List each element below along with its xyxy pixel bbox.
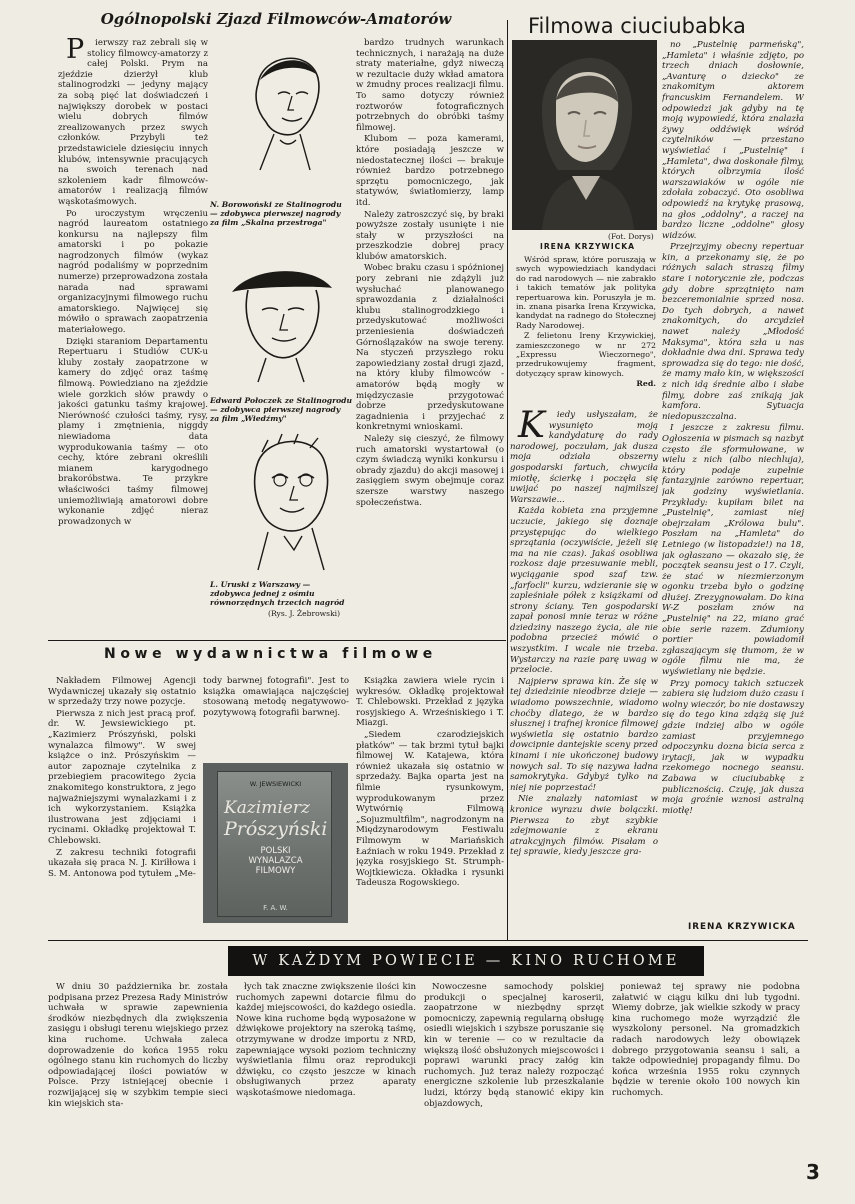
article2-headline: Filmowa ciuciubabka <box>528 14 746 38</box>
article4-paragraph: łych tak znaczne zwiększenie ilości kin ruchomych zapewni dotarcie filmu do każdej miejscowości, do każdego osiedla. Nowe kina ruchome będą wyposażone w dźwiękowe projektory na szeroką taśmę, otrzymywane w drodze importu z NRD, zapewniające wysoki poziom techniczny wyświetlania filmu oraz reprodukcji dźwięku, co często jeszcze w kinach obsługiwanych przez aparaty wąskotaśmowe niedomaga. <box>236 982 416 1098</box>
article2-paragraph: K iedy usłyszałam, że wysunięto moją kandydaturę do rady narodowej, poczułam, jak dusza moja odziała obszerny gospodarski fartuch, chwyciła miotłę, ścierkę i poczęła się uwijać po naszej najmilszej Warszawie... <box>510 410 658 505</box>
article1-paragraph: Dzięki staraniom Departamentu Repertuaru i Studiów CUK-u kluby zostały zaopatrzone w kamery do zdjęć oraz taśmę filmową. Powiedziano na zjeździe wiele gorzkich słów prawdy o jakości gatunku taśmy krajowej. Nierówność czułości taśmy, rysy, plamy i zmętnienia, niggdy niewiadoma data wyprodukowania taśmy — oto cechy, które zebrani określili mianem karygodnego brakoróbstwa. Te przykre właściwości taśmy filmowej uniemożliwiają amatorowi dobre wykonanie zdjęć nieraz prowadzonych w <box>58 336 208 527</box>
drop-cap: P <box>66 38 85 65</box>
article4-paragraph: Nowoczesne samochody polskiej produkcji o specjalnej karoserii, zaopatrzone w niezbędny sprzęt pomocniczy, zapewnią regularną obsługę osiedli wiejskich i szybsze poruszanie się kin w terenie — co w rezultacie da większą ilość obsłużonych miejscowości i poprawi warunki pracy załóg kin ruchomych. Już teraz należy rozpocząć energiczne szkolenie lub przeszkalanie ludzi, którzy będą stanowić ekipy kin objazdowych, <box>424 982 604 1109</box>
article1-paragraph: Klubom — poza kamerami, które posiadają jeszcze w niedostatecznej ilości — brakuje również bardzo potrzebnego sprzętu pomocniczego, jak statywów, światłomierzy, lamp itd. <box>356 134 504 208</box>
article1-paragraph: Należy zatroszczyć się, by braki powyższe zostały usunięte i nie stały w przyszłości na przeszkodzie dobrej pracy klubów amatorskich. <box>356 209 504 262</box>
article1-paragraph: Należy się cieszyć, że filmowy ruch amatorski wystartował (o czym świadczą wyniki konkursu i obrady zjazdu) do akcji masowej i zasięgiem swym obejmuje coraz szersze warstwy naszego społeczeństwa. <box>356 433 504 508</box>
article4-column-4 <box>612 982 800 1150</box>
article2-paragraph: I jeszcze z zakresu filmu. Ogłoszenia w pismach są nazbyt często źle sformułowane, w wielu z nich (albo niechluja), który podaje zupełnie fantazyjnie zarówno repertuar, jak godziny wyświetlania. Przykłady: kupiłam bilet na „Pustelnię", zamiast niej obejrzałam „Królowa bulu". Poszłam na „Hamleta" do Letniego (w listopadzie!) na 18, jak ogłaszano — okazało się, że początek seansu jest o 17. Czyli, że stać w niezmierzonym ogonku trzeba było o godzinę dłużej. Zrezygnowałam. Do kina W-Z poszłam znów na „Pustelnię" na 22, miano grać obie serie razem. Zdumiony portier powiadomił zgłaszającym się tłumom, że w ogóle filmu nie ma, że wyświetlany nie będzie. <box>662 423 804 678</box>
drop-cap: K <box>518 410 545 446</box>
article2-signature: IRENA KRZYWICKA <box>688 922 796 932</box>
article3-paragraph: Książka zawiera wiele rycin i wykresów. Okładkę projektował T. Chlebowski. Przekład z języka rosyjskiego A. Wrześniskiego i T. Miazgi. <box>356 676 504 729</box>
article3-paragraph: Nakładem Filmowej Agencji Wydawniczej ukazały się ostatnio w sprzedaży trzy nowe pozycje. <box>48 676 196 708</box>
article4-column-2 <box>236 982 416 1150</box>
book-author: W. JEWSIEWICKI <box>249 780 302 788</box>
article1-headline: Ogólnopolski Zjazd Filmowców-Amatorów <box>100 10 452 28</box>
portrait-photo <box>512 40 657 230</box>
book-cover-image <box>203 763 348 923</box>
article4-paragraph: W dniu 30 października br. została podpisana przez Prezesa Rady Ministrów uchwała w sprawie zapewnienia środków niezbędnych dla zwiększenia zasięgu i obsługi terenu wiejskiego przez kina ruchome. Uchwała zaleca doprowadzenie do końca 1955 roku ogólnego stanu kin ruchomych do liczby odpowiadającej ilości powiatów w Polsce. Przy istniejącej obecnie i rozwijającej się w szybkim tempie sieci kin wiejskich sta- <box>48 982 228 1109</box>
book-publisher: F. A. W. <box>263 904 288 912</box>
section-rule <box>48 640 506 641</box>
article3-paragraph: Z zakresu techniki fotografii ukazała się praca N. J. Kiriłłowa i S. M. Antonowa pod tytułem „Me- <box>48 847 196 879</box>
article2-paragraph: Nie znalazły natomiast w kronice wyrazu dwie bolączki. Pierwsza to zbyt szybkie zdejmowanie z ekranu atrakcyjnych filmów. Pisałam o tej sprawie, kiedy jeszcze gra- <box>510 794 658 858</box>
article2-intro <box>516 255 656 415</box>
article2-column-right <box>662 40 804 920</box>
photo-credit: (Fot. Dorys) <box>608 232 654 241</box>
article2-paragraph: Każda kobieta zna przyjemne uczucie, jakiego się doznaje przystępując do wielkiego sprzątania (oczywiście, jeżeli się ma na nie czas). Jakaś osobliwa rozkosz daje przesuwanie mebli, wyciąganie spod szaf tzw. „farfocli" kurzu, wdzieranie się w zapleśniałe półek z książkami od strony ściany. Ten gospodarski zapał ponosi mnie teraz w różne dziedziny naszego życia, ale nie podobna przecież mówić o wszystkim. I wcale nie trzeba. Wystarczy na razie parę uwag w przelocie. <box>510 506 658 676</box>
article4-paragraph: ponieważ tej sprawy nie podobna załatwić w ciągu kilku dni lub tygodni. Wiemy dobrze, jak wielkie szkody w pracy kina ruchomego może wyrządzić źle wyszkolony personel. Na gromadzkich radach narodowych leży obowiązek dobrego przygotowania seansu i sali, a także odpowiedniej propagandy filmu. Do końca września 1955 roku czynnych będzie w terenie około 100 nowych kin ruchomych. <box>612 982 800 1098</box>
caricature-uruski <box>228 432 348 572</box>
article2-paragraph: Najpierw sprawa kin. Że się w tej dziedzinie nieodbrze dzieje — wiadomo powszechnie, wiadomo choćby dlatego, że w bardzo słusznej i trafnej kronice filmowej wyświetla się ostatnio bardzo dowcipnie dantejskie sceny przed kinami i nie ukończonej budowy nowych sal. To się nazywa ładna samokrytyka. Gdybyż tylko na niej nie poprzestać! <box>510 676 658 793</box>
section-rule <box>48 940 808 941</box>
intro-paragraph: Z felietonu Ireny Krzywickiej, zamieszczonego w nr 272 „Expressu Wieczornego", przedrukowujemy fragment, dotyczący spraw kinowych. <box>516 331 656 378</box>
intro-paragraph: Wśród spraw, które poruszają w swych wypowiedziach kandydaci do rad narodowych — nie zabrakło i takich tematów jak polityka repertuarowa kin. Poruszyła je m. in. znana pisarka Irena Krzywicka, kandydat na radnego do Stołecznej Rady Narodowej. <box>516 255 656 330</box>
article4-column-3 <box>424 982 604 1150</box>
article2-paragraph: no „Pustelnię parmeńską", „Hamleta" i właśnie zdjęto, po trzech dniach dosłownie, „Avanturę o dziecko" ze znakomitym aktorem francuskim Fernandelem. W odpowiedzi jak gdyby na tę moją wypowiedź, która znalazła żywy oddźwięk wśród czytelników — przestano wyświetlać i „Pustelnię" i „Hamleta", dwa doskonałe filmy, których olbrzymia ilość warszawiaków w ogóle nie zdołała zobaczyć. Oto osobliwa odpowiedź na krytykę prasową, na głos „oddolny", a raczej na bardzo liczne „oddolne" głosy widzów. <box>662 40 804 241</box>
caricature-borowonski <box>240 44 330 174</box>
article1-column-1 <box>58 38 208 638</box>
article3-paragraph: Pierwsza z nich jest pracą prof. dr. W. Jewsiewickiego pt. „Kazimierz Prószyński, polski wynalazca filmowy". W swej książce o inż. Prószyńskim — autor zapoznaje czytelnika z przebiegiem pracowitego życia znakomitego konstruktora, z jego najważniejszymi wynalazkami i z ich wykorzystaniem. Książka ilustrowana jest zdjęciami i rycinami. Okładkę projektował T. Chlebowski. <box>48 708 196 846</box>
article2-column-left <box>510 410 658 940</box>
article3-column-3 <box>356 676 504 926</box>
article3-paragraph: „Siedem czarodziejskich płatków" — tak brzmi tytuł bajki filmowej W. Katajewa, która również ukazała się ostatnio w sprzedaży. Bajka oparta jest na filmie rysunkowym, wyprodukowanym przez Wytwórnię Filmową „Sojuzmultfilm", nagrodzonym na Międzynarodowym Festiwalu Filmowym w Mariańskich Łaźniach w roku 1949. Przekład z języka rosyjskiego St. Strumph-Wojtkiewicza. Okładka i rysunki Tadeusza Rogowskiego. <box>356 729 504 889</box>
article3-column-2 <box>203 676 349 760</box>
article4-column-1 <box>48 982 228 1150</box>
article2-paragraph: Przy pomocy takich sztuczek zabiera się ludziom dużo czasu i wolny wieczór, bo nie dostawszy się do tego kina zdążą się już gdzie indziej albo w ogóle zamiast przyjemnego odpoczynku dozna bicia serca z irytacji, jak w wypadku rzekomego nocnego seansu. Zabawa w ciuciubabkę z publicznością. Czuję, jak dusza moja groźnie wznosi astralną miotłę! <box>662 678 804 816</box>
article2-paragraph: Przejrzyjmy obecny repertuar kin, a przekonamy się, że po różnych salach straszą filmy stare i notorycznie złe, podczas gdy dobre sprzątnięto nam bezceremonialnie sprzed nosa. Do tych dobrych, a nawet znakomitych, do arcydzieł nawet należy „Młodość Maksyma", która szła u nas dokładnie dwa dni. Sprawa tedy sprowadza się do tego: nie dość, że mamy mało kin, w większości z nich idą średnie albo i słabe filmy, dobre zaś znikają jak kamfora. Sytuacja niedopuszczalna. <box>662 242 804 422</box>
article1-paragraph: bardzo trudnych warunkach technicznych, i narażają na duże straty materiałne, gdyż niweczą w rezultacie duży wkład amatora w żmudny proces realizacji filmu. To samo dotyczy również roztworów fotograficznych potrzebnych do obróbki taśmy filmowej. <box>356 38 504 133</box>
caricature-credit: (Rys. J. Żebrowski) <box>268 609 341 618</box>
article1-paragraph: P ierwszy raz zebrali się w stolicy filmowcy-amatorzy z całej Polski. Prym na zjeździe dzierżył klub stalinogrodzki — jedyny mający za sobą pięć lat doświadczeń i największy dorobek w postaci wielu dobrych filmów zrealizowanych przez swych członków. Przybyli też przedstawiciele dziesięciu innych klubów, intensywnie pracujących na swoich terenach nad szkoleniem kadr filmowców-amatorów i realizacją filmów wąskotaśmowych. <box>58 38 208 207</box>
caption-poloczek: Edward Połoczek ze Stalinogrodu — zdobywca pierwszej nagrody za film „Wiedźmy" <box>210 396 352 423</box>
article1-paragraph: Po uroczystym wręczeniu nagród laureatom ostatniego konkursu na najlepszy film amatorski i po pokazie nagrodzonych filmów (wykaz nagród podaliśmy w poprzednim numerze) przeprowadzona została narada nad sprawami organizacyjnymi filmowego ruchu amatorskiego. Najwięcej się mówiło o sprawach zaopatrzenia materiałowego. <box>58 208 208 336</box>
photo-name: IRENA KRZYWICKA <box>540 242 636 251</box>
article1-column-3 <box>356 38 504 638</box>
caricature-poloczek <box>222 260 342 385</box>
article4-banner: W KAŻDYM POWIECIE — KINO RUCHOME <box>228 946 704 976</box>
article3-column-1 <box>48 676 196 926</box>
article3-headline: Nowe wydawnictwa filmowe <box>104 646 437 662</box>
book-title-line1: Kazimierz <box>224 798 310 818</box>
portrait-image <box>512 40 657 230</box>
intro-tag: Red. <box>636 379 656 389</box>
caption-uruski: L. Uruski z Warszawy — zdobywca jednej z ośmiu równorzędnych trzecich nagród <box>210 580 345 607</box>
caption-borowonski: N. Borowoński ze Stalinogrodu — zdobywca pierwszej nagrody za film „Skalna przestroga" <box>210 200 342 227</box>
book-title-line2: Prószyński <box>224 818 328 840</box>
page-number: 3 <box>806 1160 820 1184</box>
article3-paragraph: tody barwnej fotografii". Jest to książka omawiająca najczęściej stosowaną metodę negatywowo-pozytywową fotografii barwnej. <box>203 676 349 718</box>
column-divider <box>507 20 508 940</box>
article1-paragraph: Wobec braku czasu i spóźnionej pory zebrani nie zdążyli już wysłuchać planowanego sprawozdania z działalności klubu stalinogrodzkiego i przedyskutować możliwości przeniesienia doświadczeń Górnoślązaków na swoje tereny. Na styczeń przyszłego roku zapowiedziany został drugi zjazd, na który kluby filmowców - amatorów będą mogły w międzyczasie przygotować dobrze przedyskutowane zagadnienia i przyjechać z konkretnymi wnioskami. <box>356 263 504 433</box>
book-cover <box>217 771 332 917</box>
book-subtitle: POLSKI WYNALAZCA FILMOWY <box>248 846 303 876</box>
